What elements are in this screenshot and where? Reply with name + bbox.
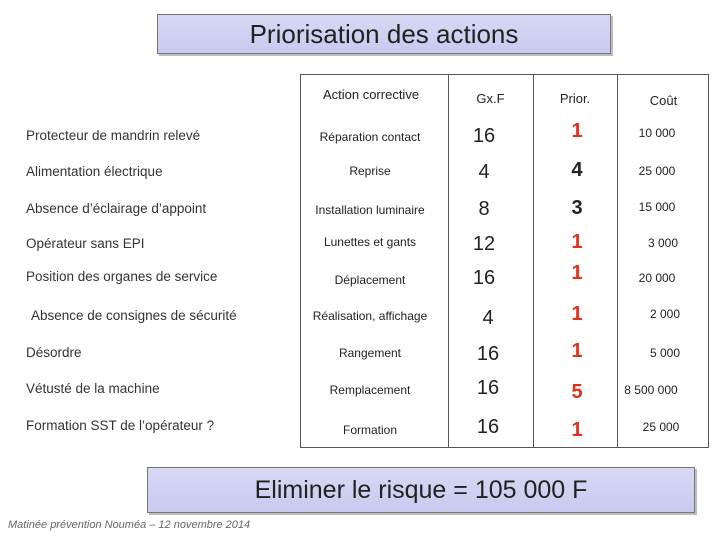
title-box	[157, 14, 611, 54]
action-cell: Formation	[342, 423, 398, 437]
row-label: Désordre	[26, 345, 82, 360]
gxf-cell: 16	[472, 125, 496, 147]
cost-cell: 25 000	[642, 420, 680, 434]
row-label: Vétusté de la machine	[26, 381, 160, 396]
priority-cell: 3	[571, 197, 583, 219]
footer-note: Matinée prévention Nouméa – 12 novembre 2014	[8, 519, 251, 531]
priority-cell: 4	[571, 159, 583, 181]
gxf-cell: 4	[478, 161, 490, 183]
row-label: Opérateur sans EPI	[26, 236, 145, 251]
action-cell: Reprise	[349, 164, 391, 178]
action-cell: Réparation contact	[319, 130, 421, 144]
header-action: Action corrective	[322, 87, 420, 102]
priority-cell: 1	[571, 303, 583, 325]
cost-cell: 5 000	[649, 346, 681, 360]
cost-cell: 3 000	[647, 236, 679, 250]
summary-text: Eliminer le risque = 105 000 F	[254, 475, 588, 504]
priority-cell: 1	[571, 419, 583, 441]
action-cell: Lunettes et gants	[323, 235, 417, 249]
row-label: Alimentation électrique	[26, 164, 163, 179]
row-label: Formation SST de l’opérateur ?	[26, 418, 215, 433]
gxf-cell: 12	[472, 233, 496, 255]
cost-cell: 25 000	[638, 164, 676, 178]
action-cell: Installation luminaire	[315, 203, 425, 217]
row-label: Absence d’éclairage d’appoint	[26, 201, 207, 216]
summary-box	[147, 467, 695, 513]
cost-cell: 8 500 000	[624, 383, 678, 397]
gxf-cell: 16	[476, 343, 500, 365]
row-label: Absence de consignes de sécurité	[31, 308, 237, 323]
cost-cell: 10 000	[638, 126, 676, 140]
action-cell: Déplacement	[334, 273, 406, 287]
priority-cell: 5	[571, 381, 583, 403]
page-title: Priorisation des actions	[249, 18, 519, 49]
gxf-cell: 4	[482, 307, 494, 329]
priority-cell: 1	[571, 262, 583, 284]
cost-cell: 2 000	[649, 307, 681, 321]
row-label: Position des organes de service	[26, 269, 218, 284]
row-label: Protecteur de mandrin relevé	[26, 128, 201, 143]
gxf-cell: 16	[472, 267, 496, 289]
gxf-cell: 16	[476, 416, 500, 438]
cost-cell: 20 000	[638, 271, 676, 285]
gxf-cell: 16	[476, 377, 500, 399]
header-gxf: Gx.F	[476, 91, 505, 106]
action-cell: Rangement	[338, 346, 402, 360]
header-cout: Coût	[649, 93, 678, 108]
header-prior: Prior.	[559, 91, 591, 106]
gxf-cell: 8	[478, 198, 490, 220]
priority-cell: 1	[571, 120, 583, 142]
action-cell: Remplacement	[329, 383, 411, 397]
cost-cell: 15 000	[638, 200, 676, 214]
priority-cell: 1	[571, 340, 583, 362]
action-cell: Réalisation, affichage	[312, 309, 428, 323]
priority-cell: 1	[571, 231, 583, 253]
column-divider	[533, 75, 534, 447]
